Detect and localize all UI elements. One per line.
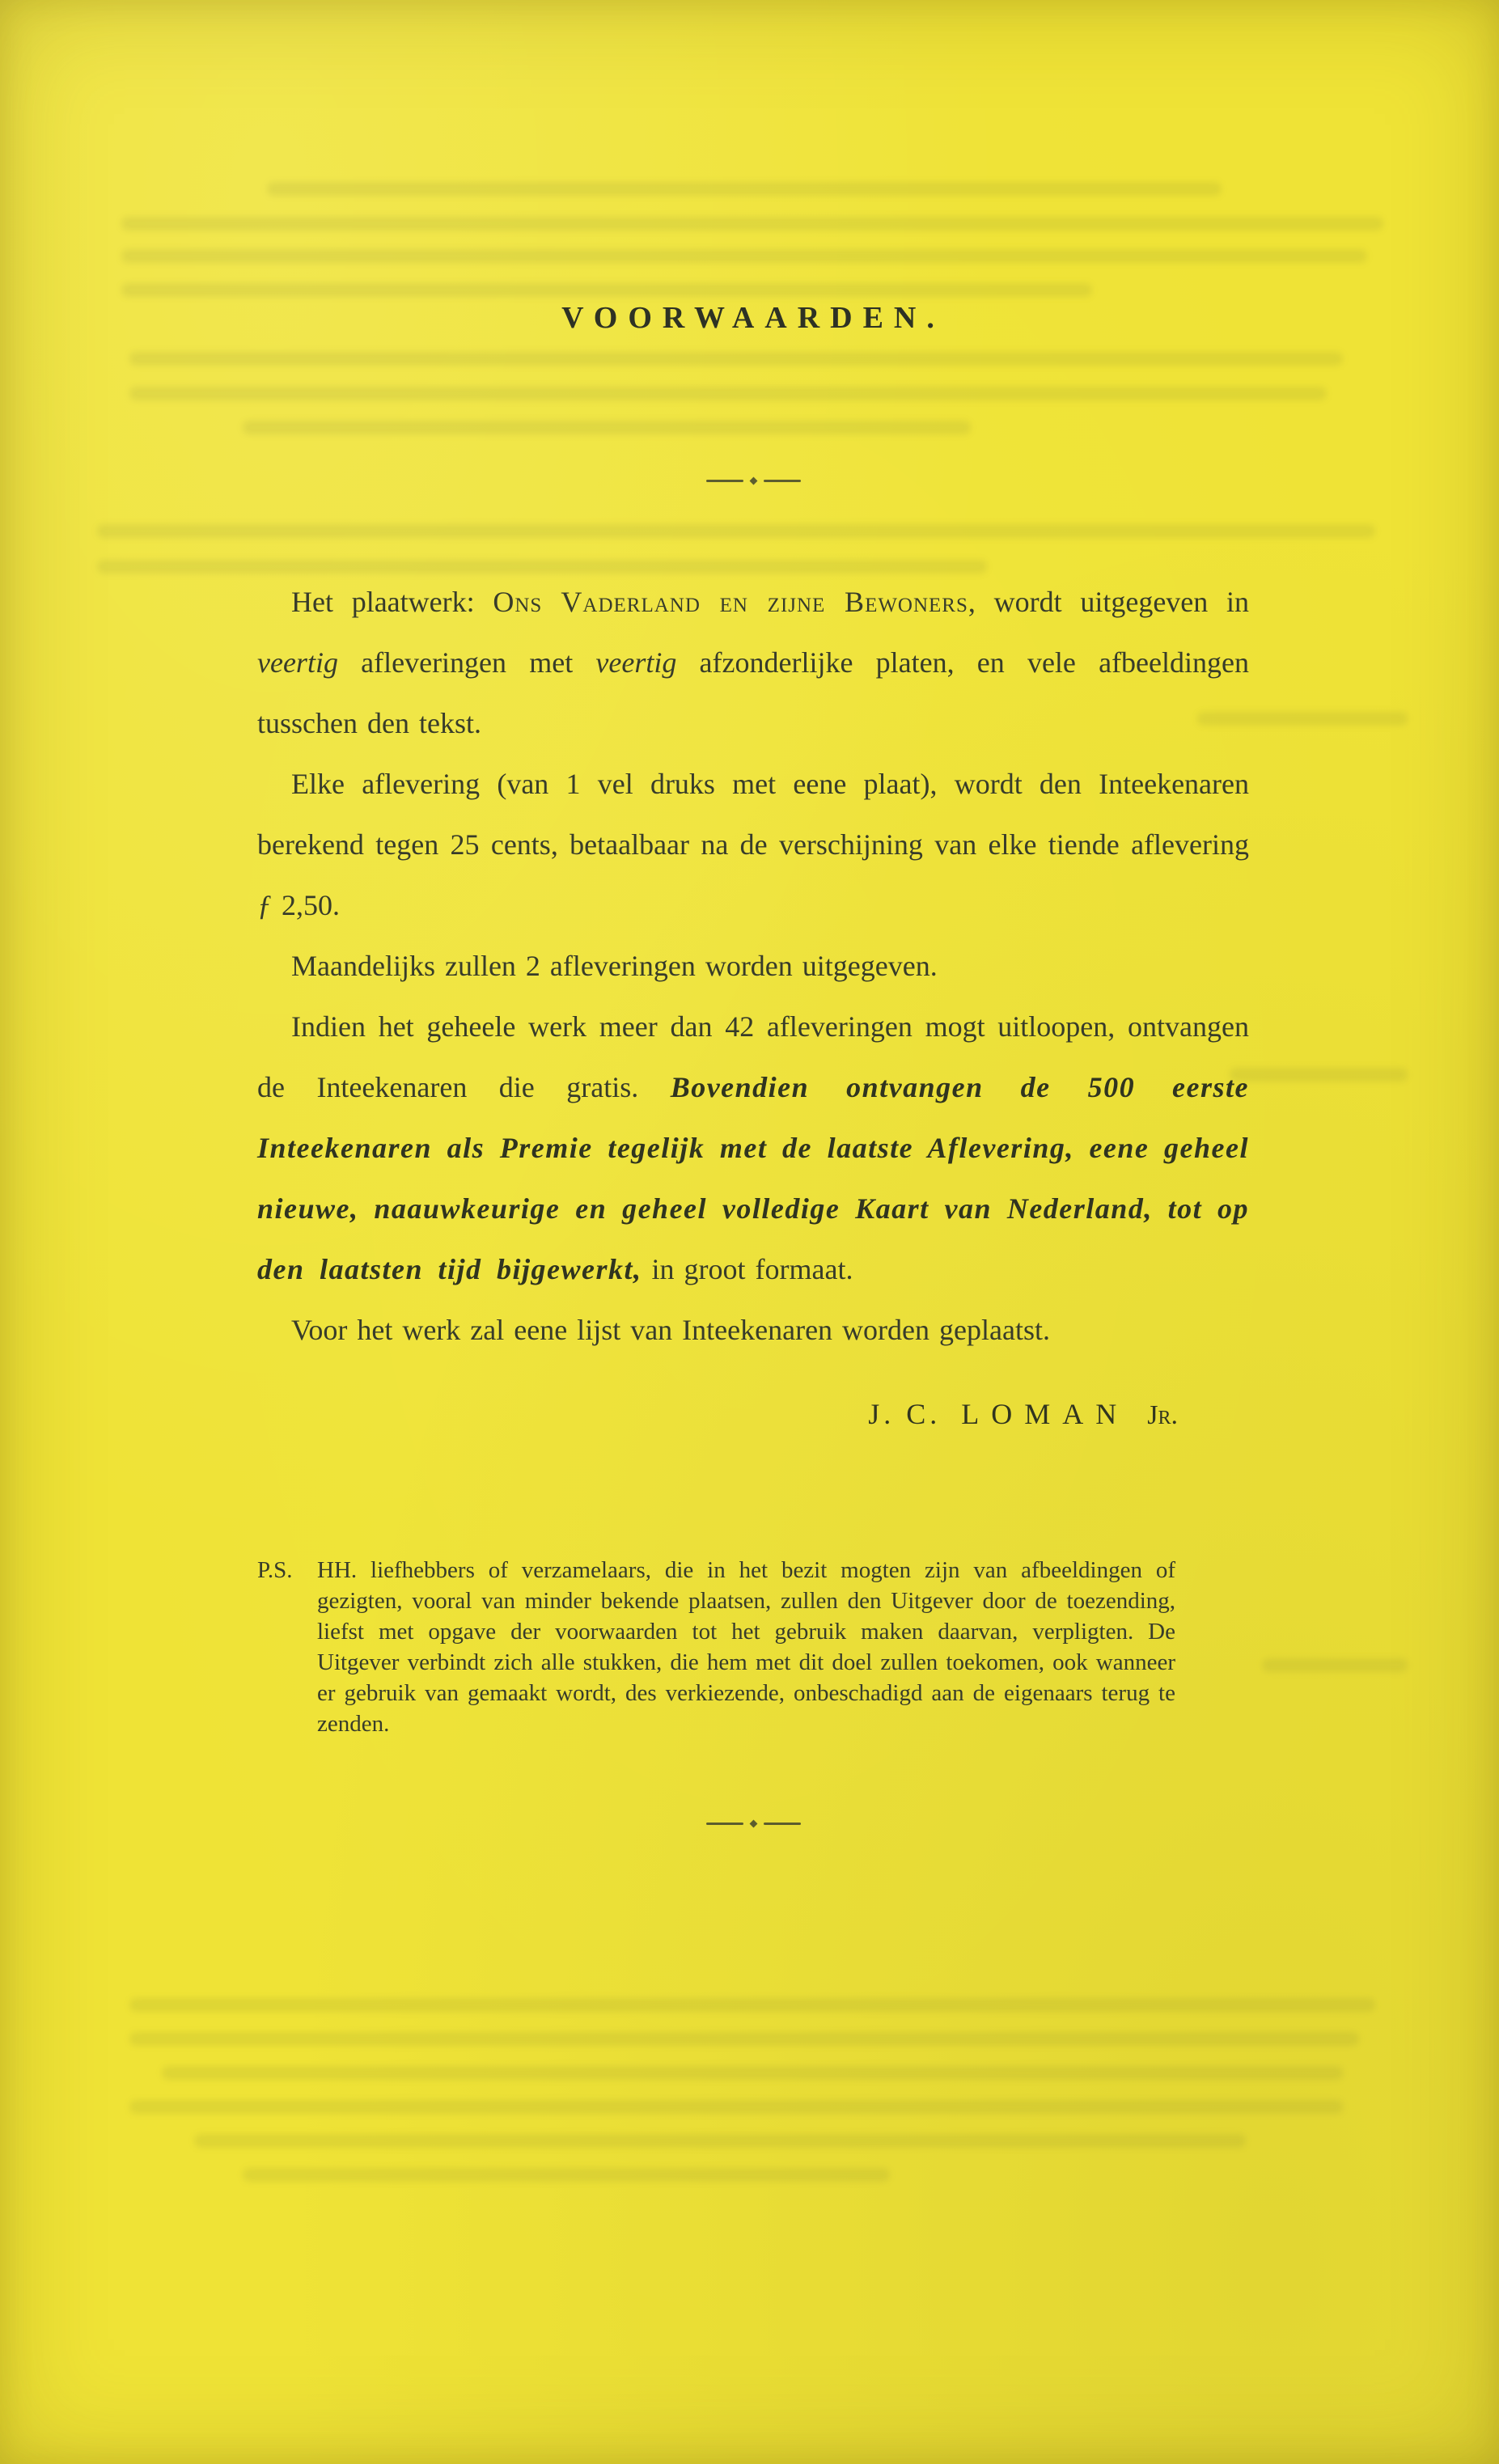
text-segment: Ons Vaderland en zijne Bewoners: [493, 586, 968, 618]
text-segment: veertig: [257, 646, 338, 679]
divider-line: [764, 1823, 801, 1825]
showthrough-artifact: [129, 2100, 1343, 2114]
showthrough-artifact: [129, 2032, 1359, 2046]
text-segment: afzonderlijke platen, en vele afbeeldingen tusschen den tekst.: [257, 646, 1249, 739]
signature-suffix: Jr.: [1147, 1400, 1178, 1430]
signature-surname: LOMAN: [961, 1398, 1129, 1430]
text-segment: Maandelijks zullen 2 afleveringen worden uitgegeven.: [291, 950, 938, 982]
text-segment: Het plaatwerk:: [291, 586, 493, 618]
text-segment: afleveringen met: [337, 646, 596, 679]
divider-diamond-icon: [749, 1820, 757, 1828]
divider-ornament-bottom: [257, 1820, 1249, 1827]
text-segment: Voor het werk zal eene lijst van Inteekenaren worden geplaatst.: [291, 1314, 1050, 1346]
showthrough-artifact: [129, 1998, 1375, 2012]
document-body: [257, 572, 1249, 1361]
text-segment: Elke aflevering (van 1 vel druks met eene plaat), wordt den Inteekenaren berekend tegen 25 cents, betaalbaar na de verschijning van elke tiende aflevering: [257, 768, 1249, 861]
text-segment: in groot formaat.: [642, 1253, 853, 1285]
text-segment: ƒ: [257, 889, 272, 921]
postscript-label: P.S.: [257, 1557, 293, 1583]
signature-line: [257, 1395, 1249, 1435]
divider-diamond-icon: [749, 477, 757, 485]
divider-ornament-top: [257, 477, 1249, 485]
signature-initials: J. C.: [868, 1398, 942, 1430]
text-segment: Indien het geheele werk meer dan 42 afleveringen mogt uitloopen, ontvangen de Inteekenaren die gratis.: [257, 1010, 1249, 1103]
page-title: VOORWAARDEN.: [561, 301, 945, 335]
text-segment: Bovendien ontvangen de 500 eerste Inteekenaren als Premie tegelijk met de laatste Aflevering, eene geheel nieuwe, naauwkeurige en geheel volledige Kaart van Nederland, tot op den laatsten tijd bijgewerkt,: [257, 1071, 1250, 1285]
divider-line: [764, 480, 801, 482]
paragraph: [257, 572, 1249, 754]
paragraph: [257, 997, 1249, 1300]
divider-line: [706, 1823, 743, 1825]
text-segment: , wordt uitgegeven in: [968, 586, 1250, 618]
divider-line: [706, 480, 743, 482]
text-segment: 2,50.: [272, 889, 340, 921]
showthrough-artifact: [243, 2168, 890, 2182]
text-segment: veertig: [595, 646, 677, 679]
paragraph: [257, 754, 1249, 936]
showthrough-artifact: [162, 2066, 1343, 2080]
postscript: [257, 1555, 1249, 1739]
showthrough-artifact: [194, 2134, 1246, 2148]
paragraph: [257, 1300, 1249, 1361]
postscript-text: HH. liefhebbers of verzamelaars, die in het bezit mogten zijn van afbeeldingen of gezigten, vooral van minder bekende plaatsen, zullen den Uitgever door de toezending, liefst met opgave der voorwaarden tot het gebruik maken daarvan, verpligten. De Uitgever verbindt zich alle stukken, die hem met dit doel zullen toekomen, ook wanneer er gebruik van gemaakt wordt, des verkiezende, onbeschadigd aan de eigenaars terug te zenden.: [317, 1557, 1175, 1737]
paragraph: [257, 936, 1249, 997]
